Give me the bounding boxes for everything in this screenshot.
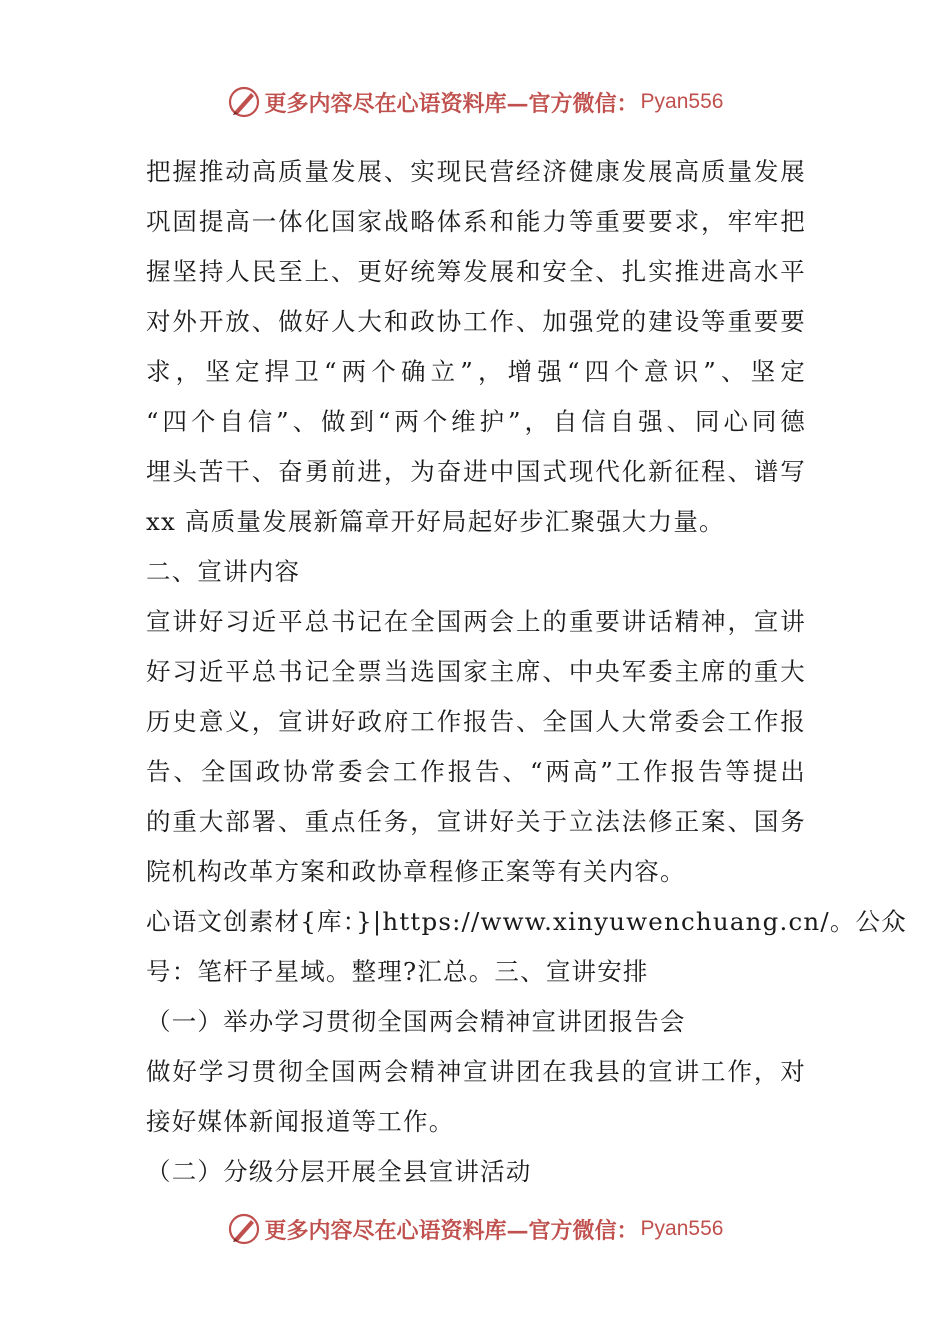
text-line: 好习近平总书记全票当选国家主席、中央军委主席的重大 <box>146 657 806 686</box>
document-body <box>146 147 907 1197</box>
text-line: 巩固提高一体化国家战略体系和能力等重要要求，牢牢把 <box>146 207 806 236</box>
text-line: xx 高质量发展新篇章开好局起好步汇聚强大力量。 <box>146 507 725 536</box>
text-line: （二）分级分层开展全县宣讲活动 <box>146 1157 532 1186</box>
text-line: 宣讲好习近平总书记在全国两会上的重要讲话精神，宣讲 <box>146 607 806 636</box>
text-line: （一）举办学习贯彻全国两会精神宣讲团报告会 <box>146 1007 686 1036</box>
watermark-text: 更多内容尽在心语资料库—官方微信： <box>264 90 639 117</box>
pen-logo-icon <box>227 1212 261 1246</box>
text-line: 号：笔杆子星域。整理?汇总。三、宣讲安排 <box>146 957 649 986</box>
header-watermark <box>0 82 950 122</box>
text-line: 历史意义，宣讲好政府工作报告、全国人大常委会工作报 <box>146 707 806 736</box>
text-line: 埋头苦干、奋勇前进，为奋进中国式现代化新征程、谱写 <box>146 457 806 486</box>
text-line: 告、全国政协常委会工作报告、“两高”工作报告等提出 <box>146 757 806 786</box>
text-line: 心语文创素材{库：}|https://www.xinyuwenchuang.cn/。公众 <box>146 907 907 936</box>
text-line: 求，坚定捍卫“两个确立”，增强“四个意识”、坚定 <box>146 357 806 386</box>
watermark-wechat-id: Pyan556 <box>640 1217 724 1240</box>
watermark-wechat-id: Pyan556 <box>640 90 724 113</box>
text-line: 院机构改革方案和政协章程修正案等有关内容。 <box>146 857 686 886</box>
text-line: 对外开放、做好人大和政协工作、加强党的建设等重要要 <box>146 307 806 336</box>
text-line: 的重大部署、重点任务，宣讲好关于立法法修正案、国务 <box>146 807 806 836</box>
text-line: “四个自信”、做到“两个维护”，自信自强、同心同德 <box>146 407 806 436</box>
text-line: 握坚持人民至上、更好统筹发展和安全、扎实推进高水平 <box>146 257 806 286</box>
text-line: 二、宣讲内容 <box>146 557 301 586</box>
text-line: 做好学习贯彻全国两会精神宣讲团在我县的宣讲工作，对 <box>146 1057 806 1086</box>
pen-logo-icon <box>227 85 261 119</box>
watermark-text: 更多内容尽在心语资料库—官方微信： <box>264 1217 639 1244</box>
text-line: 把握推动高质量发展、实现民营经济健康发展高质量发展 <box>146 157 806 186</box>
footer-watermark <box>0 1209 950 1249</box>
text-line: 接好媒体新闻报道等工作。 <box>146 1107 455 1136</box>
